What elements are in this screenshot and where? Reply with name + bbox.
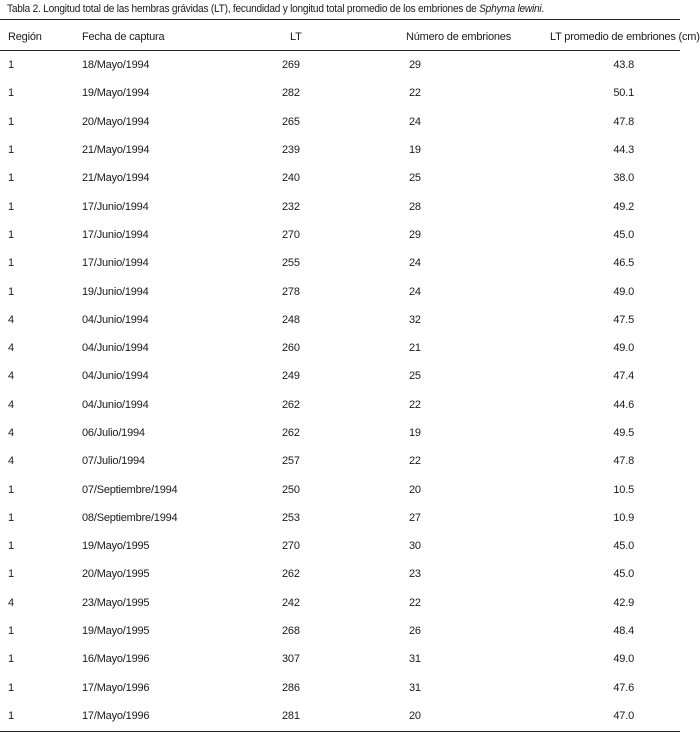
- table-row: [0, 447, 680, 475]
- cell-lt: 278: [282, 285, 300, 298]
- cell-embryos: 25: [409, 172, 421, 185]
- cell-lt: 249: [282, 370, 300, 383]
- cell-region: 1: [8, 172, 14, 185]
- cell-region: 1: [8, 511, 14, 524]
- header-lt: LT: [290, 31, 302, 43]
- cell-embryos: 22: [409, 596, 421, 609]
- cell-region: 1: [8, 540, 14, 553]
- header-date: Fecha de captura: [82, 31, 165, 43]
- cell-lt: 248: [282, 313, 300, 326]
- table-row: [0, 589, 680, 617]
- cell-date: 04/Junio/1994: [82, 370, 149, 383]
- cell-date: 19/Mayo/1995: [82, 540, 150, 553]
- table-row: [0, 560, 680, 588]
- cell-region: 4: [8, 313, 14, 326]
- table-row: [0, 504, 680, 532]
- table-caption: [7, 3, 544, 15]
- cell-date: 08/Septiembre/1994: [82, 511, 178, 524]
- cell-date: 19/Junio/1994: [82, 285, 149, 298]
- cell-embryos: 29: [409, 228, 421, 241]
- cell-date: 04/Junio/1994: [82, 313, 149, 326]
- cell-avg-length: 47.6: [613, 681, 634, 694]
- cell-avg-length: 48.4: [613, 625, 634, 638]
- cell-embryos: 24: [409, 257, 421, 270]
- cell-region: 1: [8, 200, 14, 213]
- cell-date: 21/Mayo/1994: [82, 172, 150, 185]
- header-embryos: Número de embriones: [406, 31, 512, 43]
- caption-text: Tabla 2. Longitud total de las hembras grávidas (LT), fecundidad y longitud total promedio de los embriones de: [7, 3, 480, 15]
- table-row: [0, 617, 680, 645]
- cell-avg-length: 47.0: [613, 709, 634, 722]
- table-row: [0, 334, 680, 362]
- cell-lt: 270: [282, 228, 300, 241]
- cell-date: 04/Junio/1994: [82, 342, 149, 355]
- caption-suffix: .: [541, 3, 544, 15]
- cell-embryos: 21: [409, 342, 421, 355]
- cell-date: 20/Mayo/1994: [82, 115, 150, 128]
- header-row: [0, 21, 680, 51]
- cell-lt: 282: [282, 87, 300, 100]
- cell-avg-length: 46.5: [613, 257, 634, 270]
- cell-avg-length: 45.0: [613, 228, 634, 241]
- cell-avg-length: 49.0: [613, 653, 634, 666]
- cell-embryos: 22: [409, 398, 421, 411]
- top-rule: [0, 19, 680, 20]
- cell-embryos: 31: [409, 681, 421, 694]
- cell-embryos: 28: [409, 200, 421, 213]
- cell-date: 16/Mayo/1996: [82, 653, 150, 666]
- cell-lt: 262: [282, 398, 300, 411]
- cell-avg-length: 47.8: [613, 115, 634, 128]
- cell-avg-length: 10.5: [613, 483, 634, 496]
- cell-embryos: 20: [409, 709, 421, 722]
- cell-lt: 239: [282, 144, 300, 157]
- cell-date: 19/Mayo/1994: [82, 87, 150, 100]
- cell-avg-length: 45.0: [613, 568, 634, 581]
- cell-lt: 240: [282, 172, 300, 185]
- table-row: [0, 532, 680, 560]
- cell-date: 18/Mayo/1994: [82, 59, 150, 72]
- cell-lt: 250: [282, 483, 300, 496]
- cell-avg-length: 47.4: [613, 370, 634, 383]
- cell-embryos: 22: [409, 455, 421, 468]
- cell-embryos: 19: [409, 427, 421, 439]
- cell-avg-length: 42.9: [613, 596, 634, 609]
- table-row: [0, 645, 680, 673]
- cell-region: 1: [8, 681, 14, 694]
- cell-avg-length: 49.0: [613, 342, 634, 355]
- cell-embryos: 20: [409, 483, 421, 496]
- cell-avg-length: 47.8: [613, 455, 634, 468]
- table-row: [0, 674, 680, 702]
- cell-lt: 268: [282, 625, 300, 638]
- cell-date: 17/Junio/1994: [82, 200, 149, 213]
- cell-region: 1: [8, 625, 14, 638]
- table-row: [0, 249, 680, 277]
- table-row: [0, 192, 680, 220]
- table-row: [0, 221, 680, 249]
- cell-embryos: 26: [409, 625, 421, 638]
- table-row: [0, 391, 680, 419]
- cell-region: 1: [8, 228, 14, 241]
- cell-lt: 262: [282, 568, 300, 581]
- cell-region: 1: [8, 709, 14, 722]
- cell-date: 19/Mayo/1995: [82, 625, 150, 638]
- cell-embryos: 31: [409, 653, 421, 666]
- cell-lt: 257: [282, 455, 300, 468]
- cell-lt: 255: [282, 257, 300, 270]
- cell-lt: 262: [282, 427, 300, 439]
- cell-embryos: 29: [409, 59, 421, 72]
- data-table: [0, 21, 700, 730]
- cell-region: 4: [8, 342, 14, 355]
- bottom-rule: [0, 731, 680, 732]
- cell-region: 1: [8, 285, 14, 298]
- cell-region: 1: [8, 568, 14, 581]
- cell-lt: 269: [282, 59, 300, 72]
- cell-region: 4: [8, 427, 14, 439]
- cell-avg-length: 44.6: [613, 398, 634, 411]
- cell-embryos: 32: [409, 313, 421, 326]
- cell-avg-length: 38.0: [613, 172, 634, 185]
- cell-date: 07/Septiembre/1994: [82, 483, 178, 496]
- cell-avg-length: 49.2: [613, 200, 634, 213]
- cell-avg-length: 10.9: [613, 511, 634, 524]
- table-row: [0, 362, 680, 390]
- cell-lt: 265: [282, 115, 300, 128]
- cell-embryos: 24: [409, 115, 421, 128]
- cell-embryos: 30: [409, 540, 421, 553]
- table-body: [0, 51, 680, 730]
- table-row: [0, 164, 680, 192]
- cell-avg-length: 45.0: [613, 540, 634, 553]
- cell-region: 4: [8, 596, 14, 609]
- cell-embryos: 24: [409, 285, 421, 298]
- cell-date: 17/Junio/1994: [82, 228, 149, 241]
- cell-date: 21/Mayo/1994: [82, 144, 150, 157]
- cell-embryos: 27: [409, 511, 421, 524]
- cell-lt: 286: [282, 681, 300, 694]
- cell-date: 17/Mayo/1996: [82, 681, 150, 694]
- cell-date: 20/Mayo/1995: [82, 568, 150, 581]
- cell-avg-length: 49.5: [613, 427, 634, 439]
- cell-lt: 242: [282, 596, 300, 609]
- cell-region: 1: [8, 483, 14, 496]
- cell-region: 1: [8, 115, 14, 128]
- cell-lt: 270: [282, 540, 300, 553]
- cell-avg-length: 43.8: [613, 59, 634, 72]
- cell-region: 1: [8, 59, 14, 72]
- cell-region: 1: [8, 144, 14, 157]
- header-region: Región: [8, 31, 42, 43]
- cell-embryos: 19: [409, 144, 421, 157]
- cell-embryos: 22: [409, 87, 421, 100]
- cell-embryos: 25: [409, 370, 421, 383]
- caption-species: Sphyma lewini: [479, 3, 542, 15]
- header-avg-length: LT promedio de embriones (cm): [550, 31, 700, 43]
- cell-avg-length: 49.0: [613, 285, 634, 298]
- cell-date: 17/Mayo/1996: [82, 709, 150, 722]
- cell-date: 06/Julio/1994: [82, 427, 145, 439]
- cell-lt: 307: [282, 653, 300, 666]
- cell-avg-length: 44.3: [613, 144, 634, 157]
- table-row: [0, 136, 680, 164]
- cell-region: 1: [8, 87, 14, 100]
- cell-date: 23/Mayo/1995: [82, 596, 150, 609]
- table-row: [0, 306, 680, 334]
- cell-lt: 232: [282, 200, 300, 213]
- cell-embryos: 23: [409, 568, 421, 581]
- cell-avg-length: 50.1: [613, 87, 634, 100]
- table-row: [0, 108, 680, 136]
- cell-lt: 260: [282, 342, 300, 355]
- table-row: [0, 79, 680, 107]
- cell-region: 4: [8, 455, 14, 468]
- cell-lt: 281: [282, 709, 300, 722]
- cell-region: 4: [8, 398, 14, 411]
- cell-region: 1: [8, 257, 14, 270]
- cell-region: 4: [8, 370, 14, 383]
- table-row: [0, 51, 680, 79]
- table-row: [0, 419, 680, 447]
- table-row: [0, 475, 680, 503]
- cell-date: 04/Junio/1994: [82, 398, 149, 411]
- cell-avg-length: 47.5: [613, 313, 634, 326]
- cell-date: 07/Julio/1994: [82, 455, 145, 468]
- table-row: [0, 277, 680, 305]
- cell-lt: 253: [282, 511, 300, 524]
- cell-region: 1: [8, 653, 14, 666]
- cell-date: 17/Junio/1994: [82, 257, 149, 270]
- table-row: [0, 702, 680, 730]
